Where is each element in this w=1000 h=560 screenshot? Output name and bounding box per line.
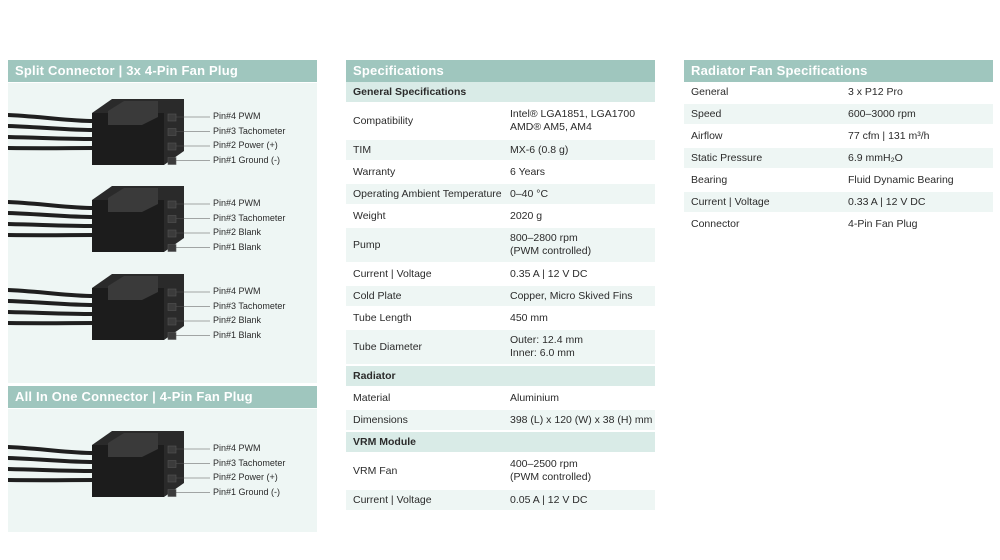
pin-label: Pin#3 Tachometer (213, 457, 286, 468)
spec-row (346, 454, 655, 490)
spec-value-line: 2020 g (510, 209, 543, 222)
section-title-text: General Specifications (353, 86, 467, 98)
aio-connector-panel (8, 409, 317, 532)
specifications-header: Specifications (346, 60, 655, 82)
spec-row (346, 308, 655, 330)
wire (8, 447, 94, 453)
spec-key: Connector (691, 218, 740, 230)
spec-value-line: AMD® AM5, AM4 (510, 121, 592, 133)
radiator-fan-header: Radiator Fan Specifications (684, 60, 993, 82)
spec-value (844, 152, 993, 165)
spec-value-line: 77 cfm | 131 m³/h (848, 129, 930, 142)
spec-value (844, 86, 993, 99)
spec-value (506, 494, 655, 507)
pin-label: Pin#2 Blank (213, 315, 262, 325)
pin-label: Pin#1 Blank (213, 241, 262, 252)
wire (8, 202, 94, 208)
wire (8, 126, 94, 130)
spec-value-line: 800–2800 rpm (510, 232, 578, 244)
spec-value-line: 6.9 mmH₂O (848, 151, 903, 164)
wire (8, 301, 94, 305)
spec-row (684, 148, 993, 170)
spec-value (844, 196, 993, 209)
pin-label: Pin#4 PWM (213, 198, 261, 208)
spec-value-line: Intel® LGA1851, LGA1700 (510, 108, 636, 120)
spec-row (346, 228, 655, 264)
spec-value (844, 130, 993, 143)
specifications-table (346, 60, 655, 512)
spec-row (346, 330, 655, 366)
spec-row (346, 388, 655, 410)
pin-label: Pin#4 PWM (213, 111, 261, 121)
spec-value-line: 400–2500 rpm (510, 458, 578, 470)
spec-row (346, 264, 655, 286)
spec-row (346, 490, 655, 512)
spec-key: Weight (353, 210, 386, 222)
spec-key: Pump (353, 239, 381, 251)
spec-value-line: 0.33 A | 12 V DC (848, 195, 926, 208)
wire (8, 312, 94, 314)
spec-section-title (346, 432, 655, 454)
spec-key: VRM Fan (353, 465, 398, 477)
spec-value (506, 108, 655, 134)
spec-key: Material (353, 392, 391, 404)
pin-socket (168, 318, 176, 325)
spec-key: Tube Length (353, 312, 412, 324)
spec-key: Static Pressure (691, 152, 763, 164)
wire (8, 115, 94, 121)
spec-section-title (346, 366, 655, 388)
spec-key: Current | Voltage (353, 268, 432, 280)
spec-key: Tube Diameter (353, 341, 423, 353)
spec-key: Bearing (691, 174, 728, 186)
pin-socket (168, 129, 176, 136)
wire (8, 469, 94, 471)
spec-key: Compatibility (353, 115, 414, 127)
pin-socket (168, 230, 176, 237)
pin-label: Pin#4 PWM (213, 286, 261, 296)
pin-label: Pin#2 Blank (213, 227, 262, 237)
spec-value-line: 4-Pin Fan Plug (848, 217, 918, 230)
spec-value-line: 0.05 A | 12 V DC (510, 493, 588, 506)
spec-value (506, 166, 655, 179)
spec-row (684, 82, 993, 104)
spec-value-line: 600–3000 rpm (848, 107, 916, 120)
pin-socket (168, 304, 176, 311)
pin-socket (168, 143, 176, 150)
pin-label: Pin#4 PWM (213, 443, 261, 453)
spec-row (684, 104, 993, 126)
spec-value-line: Copper, Micro Skived Fins (510, 289, 633, 302)
spec-value (506, 312, 655, 325)
section-title-text: Radiator (353, 370, 396, 382)
spec-section-title (346, 82, 655, 104)
spec-key: TIM (353, 144, 372, 156)
spec-key: General (691, 86, 729, 98)
spec-value-line: Outer: 12.4 mm (510, 334, 583, 346)
split-connector-panel (8, 83, 317, 383)
spec-row (684, 192, 993, 214)
spec-value-line: 0.35 A | 12 V DC (510, 267, 588, 280)
spec-row (684, 126, 993, 148)
spec-value-line: Fluid Dynamic Bearing (848, 173, 954, 186)
wire (8, 213, 94, 217)
spec-row (346, 286, 655, 308)
pin-socket (168, 245, 176, 252)
wire (8, 137, 94, 139)
spec-row (346, 184, 655, 206)
spec-value (506, 232, 655, 258)
pin-socket (168, 446, 176, 453)
pin-socket (168, 490, 176, 497)
wire (8, 290, 94, 296)
spec-key: Current | Voltage (353, 494, 432, 506)
spec-key: Operating Ambient Temperature (353, 188, 502, 200)
spec-value-line: 3 x P12 Pro (848, 85, 903, 98)
pin-socket (168, 461, 176, 468)
pin-label: Pin#1 Ground (-) (213, 154, 281, 165)
spec-value (506, 414, 655, 427)
split-connector-header: Split Connector | 3x 4-Pin Fan Plug (8, 60, 317, 82)
spec-value (506, 392, 655, 405)
aio-connector-illustration (8, 409, 317, 532)
spec-value-line: (PWM controlled) (510, 471, 592, 483)
spec-value (506, 290, 655, 303)
pin-socket (168, 114, 176, 121)
spec-key: Airflow (691, 130, 723, 142)
pin-label: Pin#2 Power (+) (213, 472, 278, 482)
spec-key: Speed (691, 108, 722, 120)
pin-label: Pin#2 Power (+) (213, 140, 278, 150)
pin-label: Pin#3 Tachometer (213, 212, 286, 223)
pin-socket (168, 216, 176, 223)
pin-label: Pin#1 Blank (213, 329, 262, 340)
spec-value (506, 144, 655, 157)
pin-socket (168, 158, 176, 165)
section-title-text: VRM Module (353, 436, 416, 448)
spec-row (346, 162, 655, 184)
pin-label: Pin#1 Ground (-) (213, 486, 281, 497)
spec-value (844, 218, 993, 231)
radiator-fan-table (684, 60, 993, 236)
spec-value-line: Aluminium (510, 391, 560, 404)
spec-key: Cold Plate (353, 290, 402, 302)
spec-row (684, 170, 993, 192)
wire (8, 224, 94, 226)
spec-value (506, 188, 655, 201)
spec-value-line: 0–40 °C (510, 187, 549, 200)
spec-value-line: 398 (L) x 120 (W) x 38 (H) mm (510, 413, 653, 426)
spec-key: Dimensions (353, 414, 408, 426)
aio-connector-header: All In One Connector | 4-Pin Fan Plug (8, 386, 317, 408)
pin-socket (168, 289, 176, 296)
spec-value-line: 6 Years (510, 165, 546, 178)
spec-value (506, 334, 655, 360)
pin-socket (168, 333, 176, 340)
pin-socket (168, 475, 176, 482)
spec-value (844, 174, 993, 187)
spec-row (346, 410, 655, 432)
pin-socket (168, 201, 176, 208)
spec-value (506, 268, 655, 281)
spec-key: Current | Voltage (691, 196, 770, 208)
pin-label: Pin#3 Tachometer (213, 300, 286, 311)
spec-key: Warranty (353, 166, 396, 178)
spec-value-line: (PWM controlled) (510, 245, 592, 257)
spec-value (506, 458, 655, 484)
wire (8, 458, 94, 462)
spec-value-line: 450 mm (510, 311, 548, 324)
spec-row (346, 140, 655, 162)
spec-row (346, 104, 655, 140)
pin-label: Pin#3 Tachometer (213, 125, 286, 136)
spec-value-line: MX-6 (0.8 g) (510, 143, 569, 156)
spec-value (844, 108, 993, 121)
spec-row (346, 206, 655, 228)
spec-row (684, 214, 993, 236)
spec-value-line: Inner: 6.0 mm (510, 347, 575, 359)
spec-value (506, 210, 655, 223)
